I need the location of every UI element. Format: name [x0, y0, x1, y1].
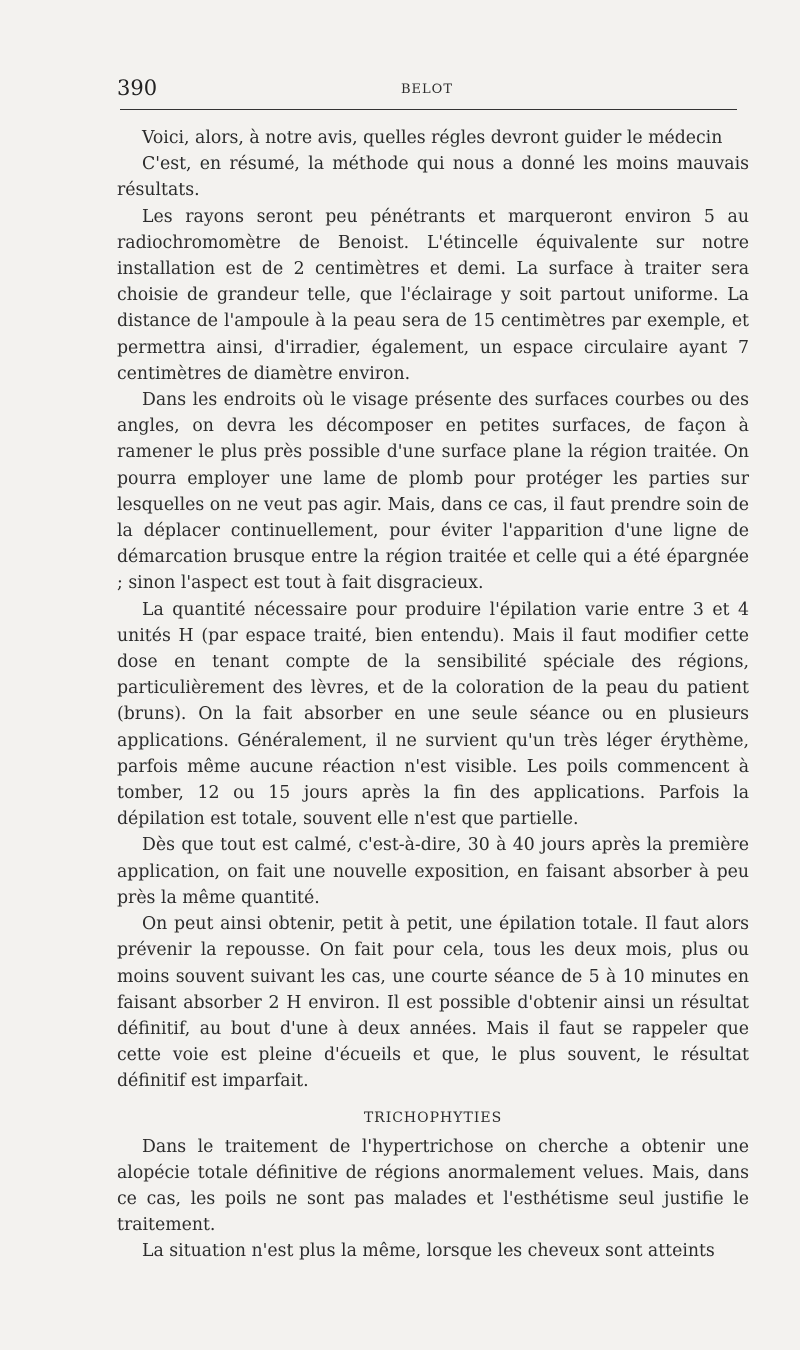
paragraph: C'est, en résumé, la méthode qui nous a donné les moins mauvais résultats. — [117, 154, 749, 201]
paragraph: Dès que tout est calmé, c'est-à-dire, 30 à 40 jours après la première application, on fait une nouvelle exposition, en faisant absorber à peu près la même quantité. — [117, 835, 749, 908]
paragraph: On peut ainsi obtenir, petit à petit, une épilation totale. Il faut alors prévenir la repousse. On fait pour cela, tous les deux mois, plus ou moins souvent suivant les cas, une courte séance de 5 à 10 minutes en faisant absorber 2 H environ. Il est possible d'obtenir ainsi un résultat définitif, au bout d'une à deux années. Mais il faut se rappeler que cette voie est pleine d'écueils et que, le plus souvent, le résultat définitif est imparfait. — [117, 914, 749, 1092]
paragraph: Les rayons seront peu pénétrants et marqueront environ 5 au radiochromomètre de Benoist. L'étincelle équivalente sur notre installation est de 2 centimètres et demi. La surface à traiter sera choisie de grandeur telle, que l'éclairage y soit partout uniforme. La distance de l'ampoule à la peau sera de 15 centimètres par exemple, et permettra ainsi, d'irradier, également, un espace circulaire ayant 7 centimètres de diamètre environ. — [117, 206, 749, 384]
paragraph: Dans les endroits où le visage présente des surfaces courbes ou des angles, on devra les décomposer en petites surfaces, de façon à ramener le plus près possible d'une surface plane la région traitée. On pourra employer une lame de plomb pour protéger les parties sur lesquelles on ne veut pas agir. Mais, dans ce cas, il faut prendre soin de la déplacer continuellement, pour éviter l'apparition d'une ligne de démarcation brusque entre la région traitée et celle qui a été épargnée ; sinon l'aspect est tout à fait disgracieux. — [117, 390, 749, 594]
page-number: 390 — [117, 76, 158, 100]
header-rule — [120, 109, 737, 110]
paragraph: La quantité nécessaire pour produire l'épilation varie entre 3 et 4 unités H (par espace traité, bien entendu). Mais il faut modifier cette dose en tenant compte de la sensibilité spéciale des régions, particulièrement des lèvres, et de la coloration de la peau du patient (bruns). On la fait absorber en une seule séance ou en plusieurs applications. Généralement, il ne survient qu'un très léger érythème, parfois même aucune réaction n'est visible. Les poils commencent à tomber, 12 ou 15 jours après la fin des applications. Parfois la dépilation est totale, souvent elle n'est que partielle. — [117, 599, 749, 830]
page-body — [117, 125, 749, 1265]
running-title: BELOT — [400, 82, 453, 97]
paragraph: La situation n'est plus la même, lorsque les cheveux sont atteints — [142, 1241, 715, 1262]
paragraph: Voici, alors, à notre avis, quelles régles devront guider le médecin — [142, 128, 723, 148]
paragraph: Dans le traitement de l'hypertrichose on cherche a obtenir une alopécie totale définitive de régions anormalement velues. Mais, dans ce cas, les poils ne sont pas malades et l'esthétisme seul justifie le traitement. — [117, 1136, 749, 1236]
page-header — [117, 70, 737, 110]
section-heading: TRICHOPHYTIES — [363, 1109, 503, 1126]
